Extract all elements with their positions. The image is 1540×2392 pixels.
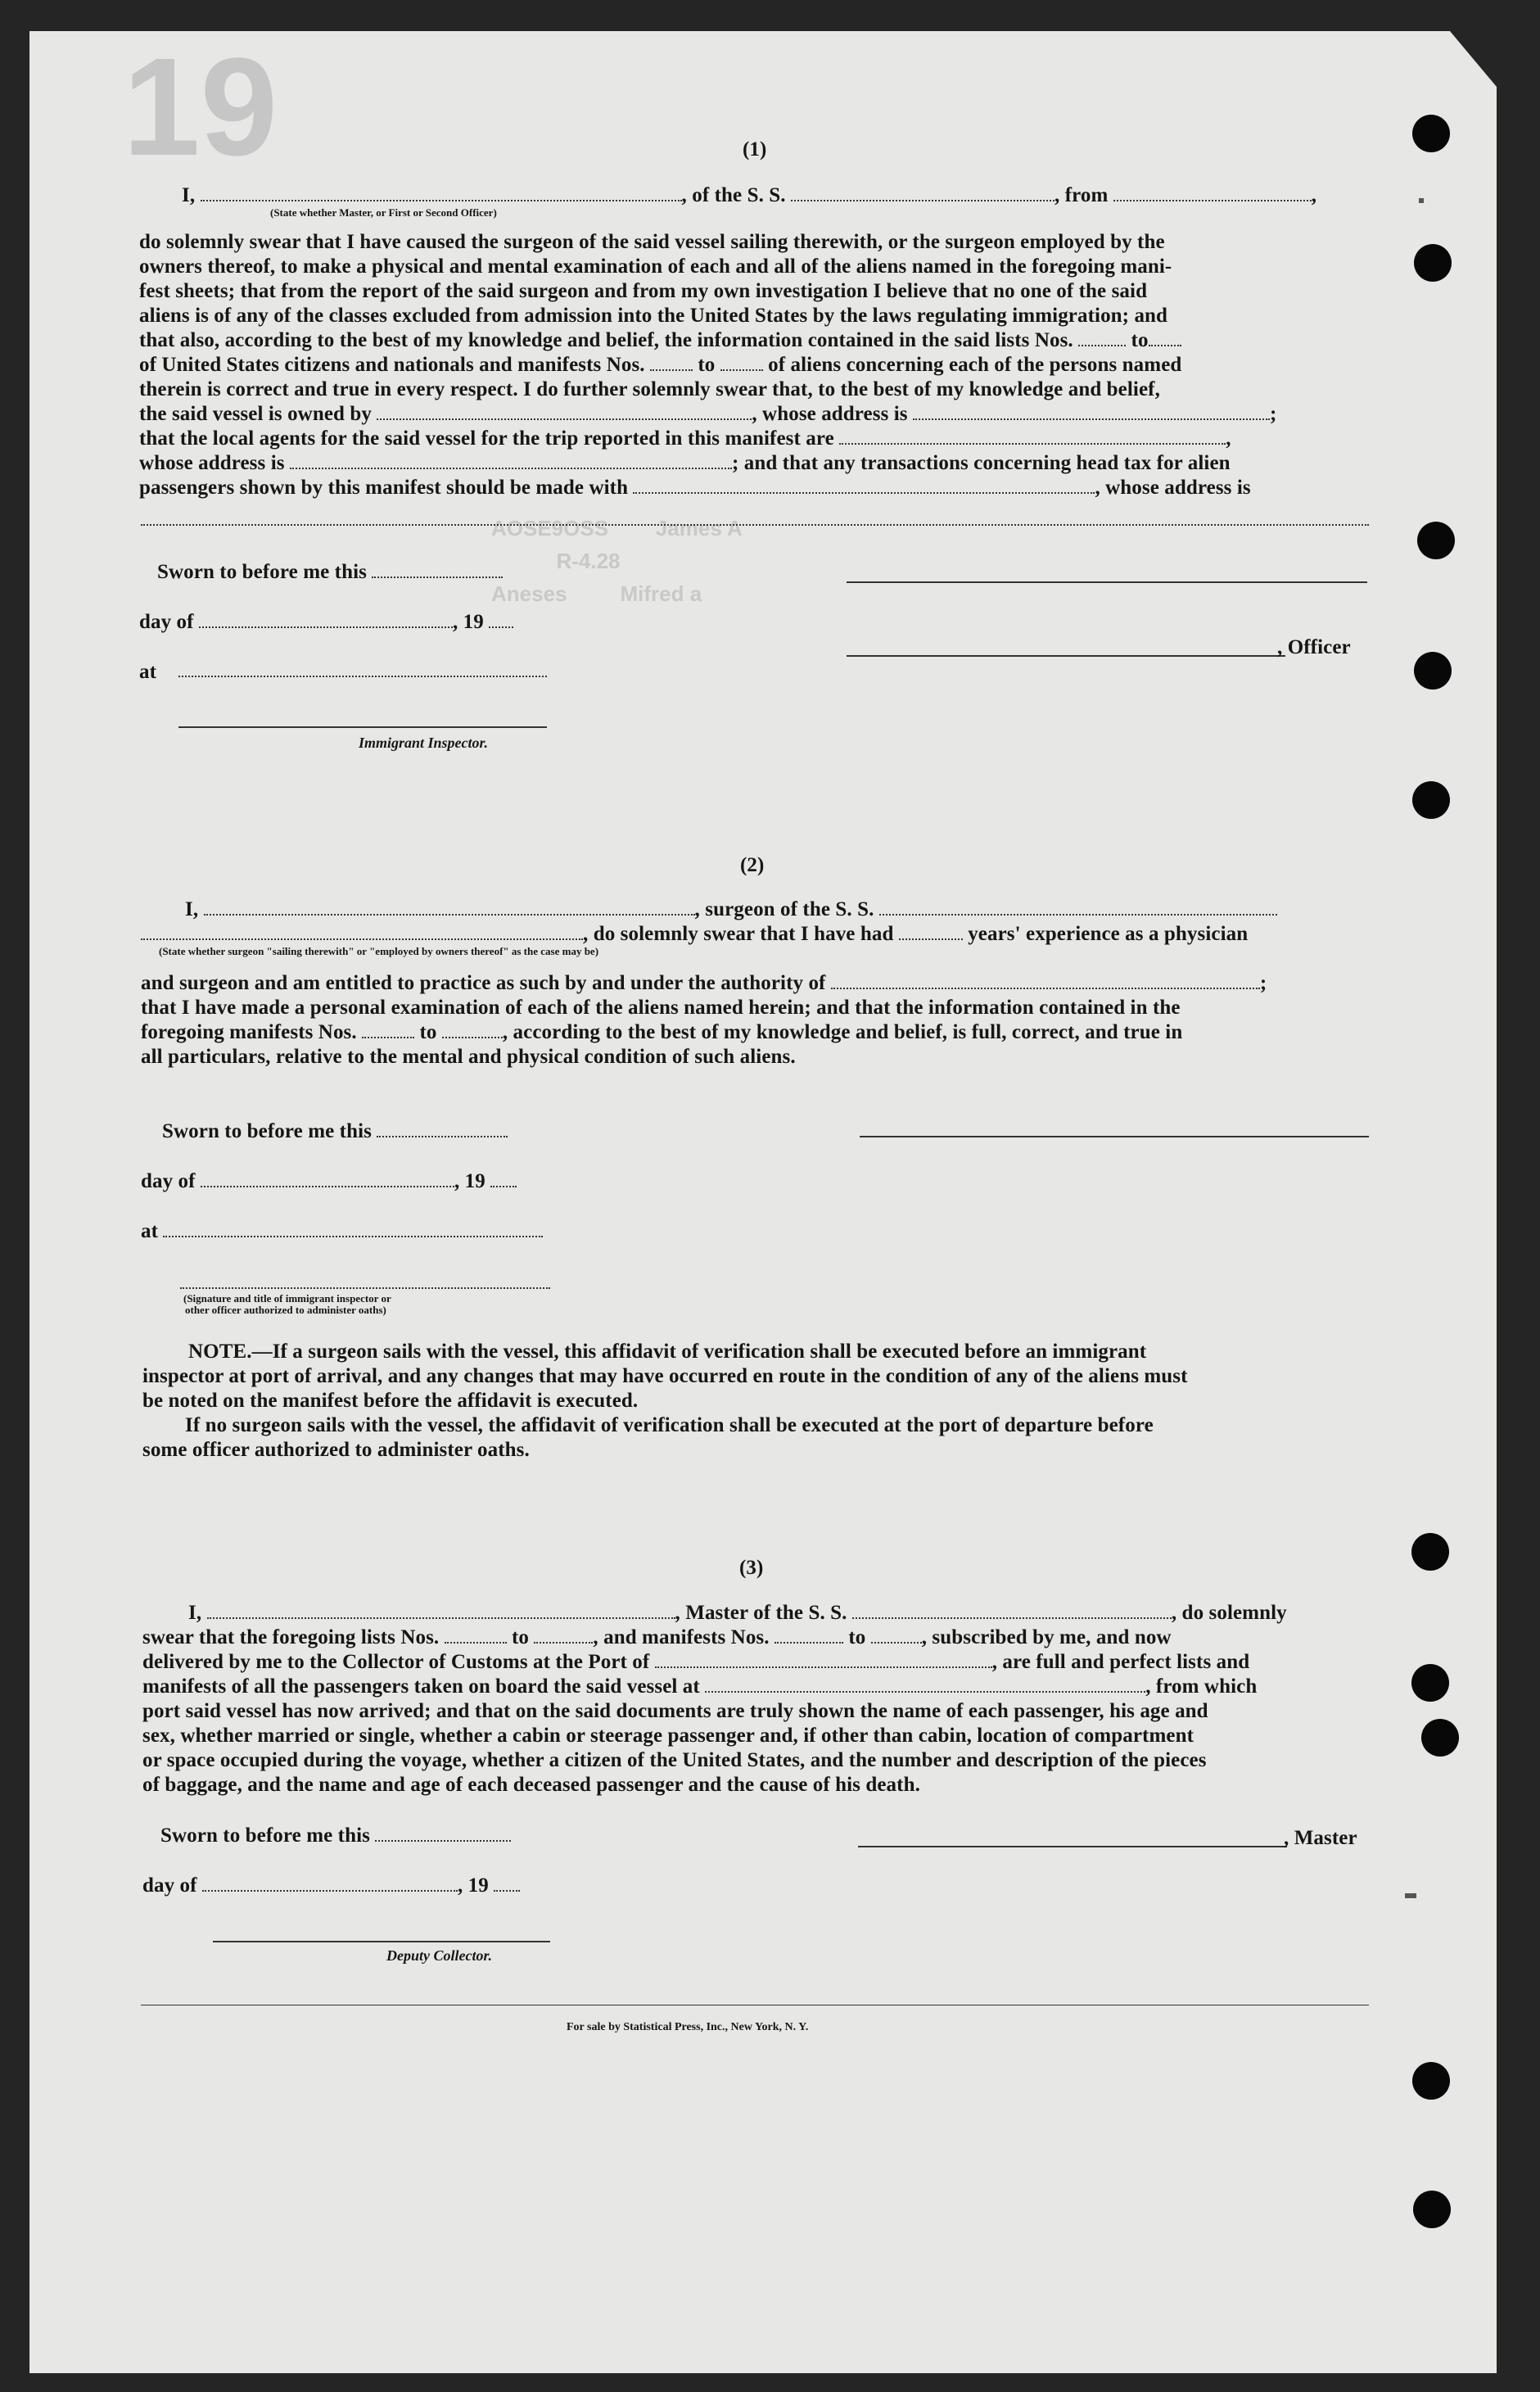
vessel-name-field[interactable] bbox=[791, 183, 1055, 201]
master-vessel-label: , Master of the S. S. bbox=[675, 1602, 847, 1624]
agent-address-label: whose address is bbox=[139, 452, 285, 474]
authority-field[interactable] bbox=[831, 971, 1260, 989]
section3-body-2: sex, whether married or single, whether a cabin or steerage passenger and, if other than cabin, location of compartment bbox=[142, 1725, 1195, 1747]
solemnly-label: , do solemnly bbox=[1171, 1602, 1287, 1624]
manifest-to-label: to bbox=[698, 354, 716, 376]
owner-address-field[interactable] bbox=[913, 402, 1270, 420]
manifests-from-field[interactable] bbox=[775, 1626, 843, 1644]
section3-number: (3) bbox=[739, 1557, 764, 1579]
agent-address-field[interactable] bbox=[290, 451, 732, 469]
punct: ; bbox=[1259, 972, 1267, 994]
section2-line5 bbox=[141, 1020, 1182, 1045]
section3-line2 bbox=[142, 1626, 1172, 1650]
years-label: years' experience as a physician bbox=[968, 923, 1249, 945]
head-tax-agent-field[interactable] bbox=[633, 476, 1095, 494]
section1-sworn bbox=[157, 560, 503, 585]
lists-to-label: to bbox=[512, 1626, 530, 1648]
note-line-3: be noted on the manifest before the affidavit is executed. bbox=[142, 1390, 639, 1412]
section2-line6: all particulars, relative to the mental and physical condition of such aliens. bbox=[141, 1046, 796, 1068]
signature-caption-1: (Signature and title of immigrant inspector or bbox=[183, 1292, 391, 1305]
officer-label: , Officer bbox=[1277, 636, 1351, 658]
surgeon-status-field[interactable] bbox=[141, 922, 583, 940]
manifests-label: foregoing manifests Nos. bbox=[141, 1021, 357, 1043]
signature-caption-2: other officer authorized to administer oaths) bbox=[185, 1304, 386, 1316]
binder-hole bbox=[1414, 244, 1452, 282]
scan-mark bbox=[1419, 198, 1424, 203]
port-field[interactable] bbox=[655, 1650, 992, 1668]
section3-body-4: of baggage, and the name and age of each deceased passenger and the cause of his death. bbox=[142, 1774, 920, 1796]
year-label: , 19 bbox=[452, 611, 484, 633]
agents-field[interactable] bbox=[839, 427, 1226, 445]
section2-number: (2) bbox=[740, 854, 765, 876]
master-caption: (State whether Master, or First or Second Officer) bbox=[270, 206, 497, 219]
section3-sworn bbox=[160, 1824, 511, 1848]
master-vessel-field[interactable] bbox=[852, 1601, 1172, 1619]
lists-to-field[interactable] bbox=[534, 1626, 593, 1644]
bleed-through-text: AOSE9OSS James A R-4.28 Aneses Mifred a bbox=[491, 516, 743, 606]
lists-to-label: to bbox=[1131, 329, 1149, 351]
punct: ; bbox=[1269, 403, 1277, 425]
binder-hole bbox=[1417, 522, 1455, 559]
inspector-caption: Immigrant Inspector. bbox=[359, 735, 489, 751]
day-field[interactable] bbox=[202, 1874, 458, 1892]
manifests-to-label: to bbox=[419, 1021, 437, 1043]
lists-label: swear that the foregoing lists Nos. bbox=[142, 1626, 440, 1648]
officer-signature-line-1[interactable] bbox=[847, 581, 1367, 583]
lists-from-field[interactable] bbox=[445, 1626, 507, 1644]
surgeon-vessel-label: , surgeon of the S. S. bbox=[694, 898, 874, 920]
from-port-field[interactable] bbox=[1113, 183, 1312, 201]
deputy-caption: Deputy Collector. bbox=[386, 1947, 492, 1964]
day-of-label: day of bbox=[141, 1170, 196, 1192]
section1-day bbox=[139, 610, 513, 635]
section1-body-3: fest sheets; that from the report of the said surgeon and from my own investigation I believe that no one of the said bbox=[139, 280, 1148, 302]
agents-label: that the local agents for the said vessel for the trip reported in this manifest are bbox=[139, 427, 834, 450]
master-name-field[interactable] bbox=[207, 1601, 675, 1619]
citizens-label: of United States citizens and nationals and manifests Nos. bbox=[139, 354, 645, 376]
manifests-from-field[interactable] bbox=[362, 1020, 414, 1038]
lists-to-field[interactable] bbox=[1149, 328, 1181, 346]
surgeon-vessel-field[interactable] bbox=[879, 898, 1277, 916]
binder-hole bbox=[1413, 2191, 1451, 2228]
lists-label: that also, according to the best of my knowledge and belief, the information contained in the said lists Nos. bbox=[139, 329, 1073, 351]
head-tax-address-label: , whose address is bbox=[1095, 477, 1251, 499]
year-label: , 19 bbox=[454, 1170, 485, 1192]
vessel-label: , of the S. S. bbox=[681, 184, 786, 206]
master-label: , Master bbox=[1284, 1827, 1357, 1849]
embark-port-field[interactable] bbox=[705, 1675, 1145, 1693]
section3-body-3: or space occupied during the voyage, whether a citizen of the United States, and the number and description of the pieces bbox=[142, 1749, 1207, 1771]
sworn-label: Sworn to before me this bbox=[157, 561, 367, 583]
binder-hole bbox=[1421, 1719, 1459, 1757]
section2-line1 bbox=[185, 898, 1277, 922]
head-tax-label: ; and that any transactions concerning head tax for alien bbox=[731, 452, 1231, 474]
inspector-signature-line[interactable] bbox=[178, 726, 547, 728]
master-signature-line[interactable] bbox=[858, 1846, 1287, 1847]
manifests-label: , and manifests Nos. bbox=[593, 1626, 770, 1648]
taken-on-board-label: manifests of all the passengers taken on board the said vessel at bbox=[142, 1675, 700, 1698]
section1-correct-line: therein is correct and true in every respect. I do further solemnly swear that, to the best of my knowledge and belief, bbox=[139, 378, 1160, 400]
binder-hole bbox=[1411, 1664, 1449, 1702]
sworn-label: Sworn to before me this bbox=[160, 1825, 370, 1847]
section1-body-4: aliens is of any of the classes excluded from admission into the United States by the laws regulating immigration; and bbox=[139, 305, 1168, 327]
section1-passengers-line bbox=[139, 476, 1251, 500]
sworn-date-field[interactable] bbox=[377, 1119, 508, 1137]
section3-body-1: port said vessel has now arrived; and that on the said documents are truly shown the name of each passenger, his age and bbox=[142, 1700, 1208, 1722]
at-label: at bbox=[141, 1220, 159, 1242]
sworn-label: Sworn to before me this bbox=[162, 1120, 372, 1142]
deputy-signature-line[interactable] bbox=[213, 1941, 550, 1942]
section1-body-2: owners thereof, to make a physical and mental examination of each and all of the aliens named in the foregoing mani- bbox=[139, 255, 1172, 278]
printer-credit: For sale by Statistical Press, Inc., New York, N. Y. bbox=[567, 2021, 809, 2033]
at-place-field[interactable] bbox=[178, 676, 547, 677]
at-place-field[interactable] bbox=[163, 1219, 543, 1237]
note-line-4: If no surgeon sails with the vessel, the affidavit of verification shall be executed at the port of departure before bbox=[185, 1414, 1154, 1436]
officer-signature-line-2[interactable] bbox=[847, 655, 1285, 657]
authority-label: and surgeon and am entitled to practice as such by and under the authority of bbox=[141, 972, 826, 994]
from-label: , from bbox=[1055, 184, 1109, 206]
passengers-label: passengers shown by this manifest should be made with bbox=[139, 477, 629, 499]
section2-line4: that I have made a personal examination of each of the aliens named herein; and that the information contained in the bbox=[141, 997, 1181, 1019]
surgeon-caption: (State whether surgeon "sailing therewith" or "employed by owners thereof" as the case may be) bbox=[159, 945, 599, 957]
section2-sworn bbox=[162, 1119, 508, 1144]
section2-line2 bbox=[141, 922, 1248, 947]
year-field[interactable] bbox=[489, 610, 513, 628]
section1-line1: I, , of the S. S. , from , bbox=[182, 184, 1317, 206]
head-tax-address-field[interactable] bbox=[141, 524, 1369, 526]
owner-address-label: , whose address is bbox=[752, 403, 908, 425]
manifests-to-field[interactable] bbox=[442, 1020, 503, 1038]
manifest-to-field[interactable] bbox=[720, 353, 763, 371]
section3-i: I, bbox=[188, 1602, 202, 1624]
section1-i: I, bbox=[182, 184, 196, 206]
section2-day bbox=[141, 1169, 517, 1194]
surgeon-signature-line[interactable] bbox=[860, 1136, 1369, 1137]
aliens-label: of aliens concerning each of the persons named bbox=[768, 354, 1182, 376]
day-of-label: day of bbox=[139, 611, 194, 633]
binder-hole bbox=[1411, 1533, 1449, 1571]
sworn-date-field[interactable] bbox=[372, 560, 503, 578]
inspector-signature-field[interactable] bbox=[180, 1287, 550, 1289]
year-label: , 19 bbox=[457, 1874, 489, 1897]
section1-owned-line bbox=[139, 402, 1276, 427]
manifests-to-field[interactable] bbox=[871, 1626, 922, 1644]
years-field[interactable] bbox=[899, 922, 963, 940]
note-line-1: NOTE.—If a surgeon sails with the vessel, this affidavit of verification shall be executed before an immigrant bbox=[188, 1341, 1147, 1363]
subscribed-label: , subscribed by me, and now bbox=[921, 1626, 1172, 1648]
sworn-date-field[interactable] bbox=[375, 1824, 511, 1842]
note-line-5: some officer authorized to administer oaths. bbox=[142, 1439, 530, 1461]
section3-line3 bbox=[142, 1650, 1249, 1675]
section3-line4 bbox=[142, 1675, 1257, 1699]
binder-hole bbox=[1414, 652, 1452, 690]
section1-agents-line bbox=[139, 427, 1231, 451]
section1-lists-line bbox=[139, 328, 1181, 353]
binder-hole bbox=[1412, 115, 1450, 152]
section2-at bbox=[141, 1219, 543, 1244]
year-field[interactable] bbox=[494, 1874, 520, 1892]
punct: , bbox=[1226, 427, 1231, 450]
section1-number: (1) bbox=[743, 138, 767, 161]
section1-at bbox=[139, 660, 156, 685]
surgeon-name-field[interactable] bbox=[204, 898, 695, 916]
binder-hole bbox=[1412, 781, 1450, 819]
owner-field[interactable] bbox=[377, 402, 752, 420]
section1-whose-line bbox=[139, 451, 1231, 476]
knowledge-label: , according to the best of my knowledge and belief, is full, correct, and true in bbox=[502, 1021, 1183, 1043]
owned-label: the said vessel is owned by bbox=[139, 403, 372, 425]
scan-mark bbox=[1405, 1893, 1416, 1898]
at-label: at bbox=[139, 661, 157, 683]
section2-i: I, bbox=[185, 898, 199, 920]
full-lists-label: , are full and perfect lists and bbox=[991, 1651, 1250, 1673]
section1-body-1: do solemnly swear that I have caused the surgeon of the said vessel sailing therewith, or the surgeon employed by the bbox=[139, 231, 1165, 253]
section3-line1 bbox=[188, 1601, 1287, 1626]
manifests-to-label: to bbox=[848, 1626, 866, 1648]
day-field[interactable] bbox=[201, 1169, 454, 1187]
note-line-2: inspector at port of arrival, and any changes that may have occurred en route in the condition of any of the aliens must bbox=[142, 1365, 1188, 1387]
day-of-label: day of bbox=[142, 1874, 197, 1897]
section1-citizens-line bbox=[139, 353, 1181, 378]
swear-label: , do solemnly swear that I have had bbox=[583, 923, 894, 945]
from-which-label: , from which bbox=[1145, 1675, 1258, 1698]
section3-day bbox=[142, 1874, 520, 1898]
manifest-from-field[interactable] bbox=[650, 353, 693, 371]
page-stamp: 19 bbox=[123, 29, 278, 185]
day-field[interactable] bbox=[199, 610, 453, 628]
officer-rank-field[interactable] bbox=[201, 183, 682, 201]
lists-from-field[interactable] bbox=[1078, 328, 1126, 346]
binder-hole bbox=[1412, 2062, 1450, 2100]
port-label: delivered by me to the Collector of Customs at the Port of bbox=[142, 1651, 650, 1673]
year-field[interactable] bbox=[490, 1169, 517, 1187]
section2-line3 bbox=[141, 971, 1267, 996]
